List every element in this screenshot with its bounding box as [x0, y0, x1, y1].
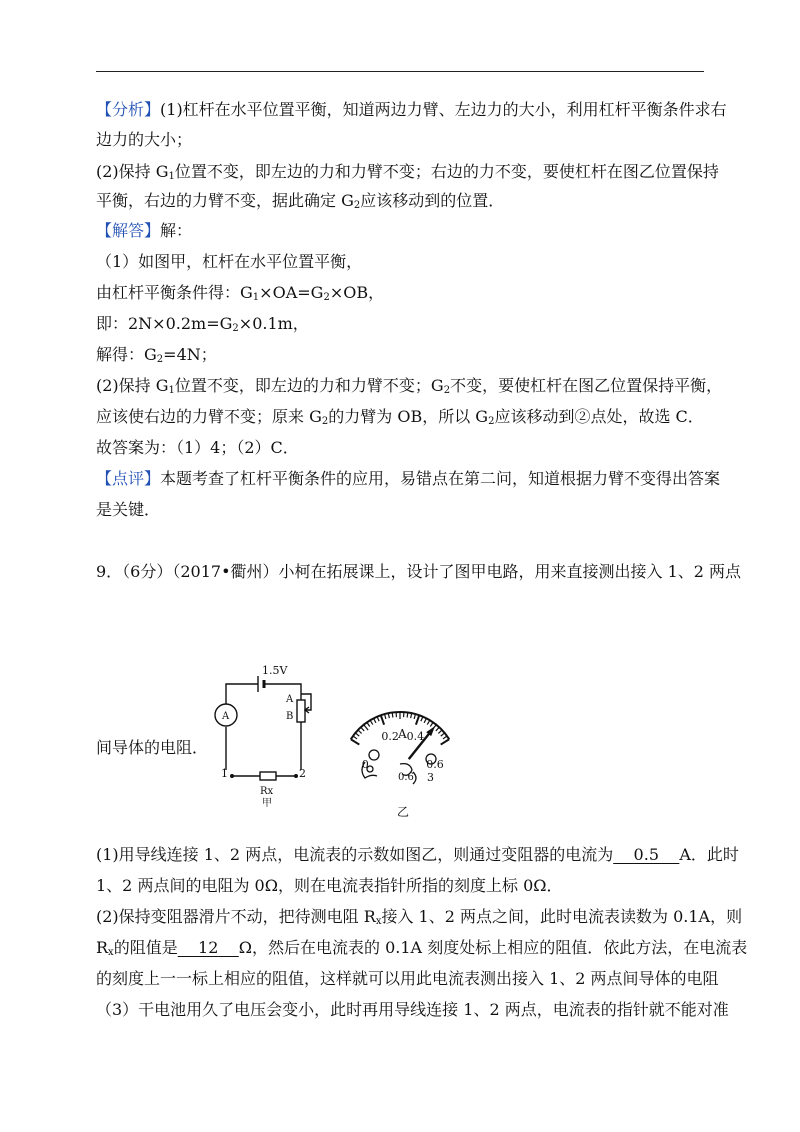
comment-line-2: 是关键． [96, 500, 161, 519]
caption-jia: 甲 [262, 798, 272, 809]
meter-tick [370, 720, 373, 724]
wire-top [264, 684, 301, 700]
analysis-line-1: 【分析】(1)杠杆在水平位置平衡，知道两边力臂、左边力的大小，利用杠杆平衡条件求右 [96, 100, 727, 119]
solution-line-5: (2)保持 $G_1$位置不变，即左边的力和力臂不变；$G_2$不变，要使杠杆在图乙位置保持平衡， [96, 376, 723, 396]
rheostat-label-b: B [286, 711, 294, 722]
meter-tick [377, 717, 379, 722]
terminal-2-dot [294, 774, 298, 778]
meter-tick [392, 713, 393, 718]
solution-tag: 【解答】 [96, 221, 161, 240]
rheostat-slider-wire [301, 694, 311, 710]
meter-tick-label-0: 0 [361, 757, 369, 771]
meter-tick [424, 718, 426, 722]
meter-unit-label: A [398, 727, 407, 741]
comment-tag: 【点评】 [96, 469, 161, 488]
meter-tick [438, 730, 442, 733]
analysis-tag: 【分析】 [96, 100, 161, 119]
meter-tick [374, 718, 376, 722]
wire-left-upper [226, 684, 258, 704]
analysis-line-4: 平衡，右边的力臂不变，据此确定 $G_2$应该移动到的位置． [96, 191, 505, 211]
solution-line-1: （1）如图甲，杠杆在水平位置平衡， [96, 252, 363, 271]
point-1-label: 1 [221, 767, 228, 780]
ammeter-label: A [222, 711, 230, 722]
meter-tick [430, 722, 433, 726]
rheostat-body [297, 700, 305, 722]
meter-tick-label-2: 0.4 [406, 730, 425, 744]
meter-tick [421, 717, 423, 722]
rheostat-label-a: A [286, 694, 294, 705]
meter-tick [367, 722, 370, 726]
analysis-line-3: (2)保持 $G_1$位置不变，即左边的力和力臂不变；右边的力不变，要使杠杆在图乙位置保持 [96, 162, 719, 182]
solution-line-3: 即：$2N\times 0.2m=G_2\times 0.1m$， [96, 314, 309, 334]
solution-line-4: 解得：$G_2=4N$； [96, 345, 217, 365]
circuit-figure [200, 652, 450, 827]
battery-label: 1.5V [262, 664, 288, 677]
meter-tick [353, 736, 357, 739]
meter-tick [443, 736, 447, 739]
solution-line-0: 【解答】解： [96, 221, 193, 240]
part-2-line-3: 的刻度上一一标上相应的阻值，这样就可以用此电流表测出接入 1、2 两点间导体的电阻 [96, 969, 719, 988]
analysis-line-2: 边力的大小； [96, 130, 193, 149]
meter-tick [385, 714, 386, 719]
meter-tick [361, 727, 364, 731]
meter-tick [351, 739, 359, 744]
question-continuation: 间导体的电阻． [96, 738, 209, 757]
solution-line-2: 由杠杆平衡条件得：$G_1\times OA=G_2\times OB$， [96, 283, 385, 303]
part-1-line-1: (1)用导线连接 1、2 两点，电流表的示数如图乙，则通过变阻器的电流为 0.5 A．此时 [96, 845, 739, 864]
answer-blank-1[interactable]: 0.5 [633, 845, 659, 864]
resistor-label: Rx [260, 786, 274, 797]
terminal-1-dot [230, 774, 234, 778]
point-2-label: 2 [299, 767, 306, 780]
caption-yi: 乙 [397, 805, 410, 819]
meter-tick [407, 713, 408, 718]
part-2-line-2: $R_x$的阻值是 12 Ω，然后在电流表的 0.1A 刻度处标上相应的阻值．依此方法，在电流表 [96, 938, 748, 958]
meter-tick-label-1: 0.2 [381, 730, 399, 744]
meter-tick [381, 715, 384, 724]
part-3-line-1: （3）干电池用久了电压会变小，此时再用导线连接 1、2 两点，电流表的指针就不能对准 [96, 1000, 729, 1019]
top-rule [96, 71, 704, 72]
answer-blank-2[interactable]: 12 [198, 938, 219, 957]
part-2-line-1: (2)保持变阻器滑片不动，把待测电阻 $R_x$接入 1、2 两点之间，此时电流表读数为 0.1A，则 [96, 907, 743, 927]
question-intro: 9．（6分）（2017•衢州）小柯在拓展课上，设计了图甲电路，用来直接测出接入 1、2 两点 [96, 562, 742, 581]
meter-tick [441, 739, 449, 744]
meter-tick [355, 733, 359, 736]
meter-tick [414, 714, 415, 719]
meter-tick [427, 720, 430, 724]
solution-line-6: 应该使右边的力臂不变；原来 $G_2$的力臂为 OB，所以 $G_2$应该移动到②点处，故选 C． [96, 407, 704, 427]
meter-tick [358, 730, 362, 733]
terminal-06-label: 0.6 [398, 772, 414, 783]
meter-tick [364, 725, 368, 730]
meter-tick-label-3: 0.6 [426, 757, 444, 771]
meter-tick [416, 715, 419, 724]
terminal-3-label: 3 [427, 771, 434, 784]
comment-line-1: 【点评】本题考查了杠杆平衡条件的应用，易错点在第二问，知道根据力臂不变得出答案 [96, 469, 721, 488]
meter-tick [441, 733, 445, 736]
part-1-line-2: 1、2 两点间的电阻为 0Ω，则在电流表指针所指的刻度上标 0Ω． [96, 876, 563, 895]
solution-line-7: 故答案为：（1）4；（2）C． [96, 438, 299, 457]
resistor-rx [260, 772, 276, 780]
meter-tick [436, 727, 439, 731]
